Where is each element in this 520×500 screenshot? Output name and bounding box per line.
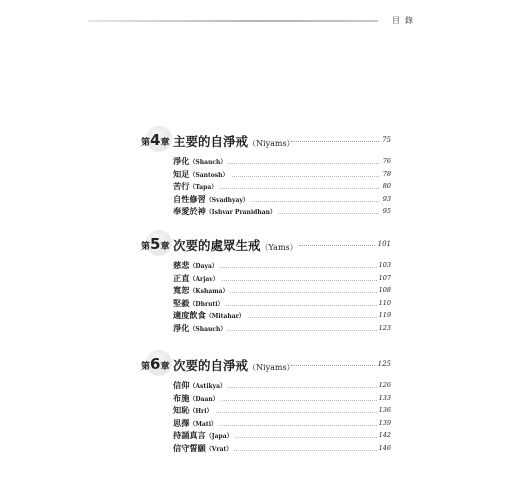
toc-entry[interactable] xyxy=(173,417,391,430)
toc-entry[interactable] xyxy=(173,272,391,285)
chapter-heading[interactable] xyxy=(141,230,391,256)
chapter-title: 主要的自淨戒（Niyams） xyxy=(173,134,295,149)
entry-page: 78 xyxy=(382,169,391,178)
entry-page: 146 xyxy=(378,443,391,452)
toc-entry[interactable] xyxy=(173,309,391,322)
toc-entry[interactable] xyxy=(173,297,391,310)
entry-page: 110 xyxy=(378,298,391,307)
entry-label: 奉愛於神（Ishvar Pranidhan） xyxy=(173,206,276,217)
chapter-badge: 第5章 xyxy=(141,235,170,253)
toc-entry[interactable] xyxy=(173,193,391,206)
toc-entry[interactable] xyxy=(173,259,391,272)
chapter-page: 125 xyxy=(377,360,391,368)
entry-label: 正直（Arjav） xyxy=(173,272,219,283)
entry-page: 126 xyxy=(378,381,391,389)
entry-label: 持誦真言（Japa） xyxy=(173,430,233,441)
entry-list xyxy=(141,379,391,455)
chapter-heading[interactable] xyxy=(141,350,391,376)
entry-page: 123 xyxy=(378,323,391,332)
toc-entry[interactable] xyxy=(173,429,391,442)
toc-entry[interactable] xyxy=(173,404,391,417)
chapter-number: 5 xyxy=(150,235,161,253)
entry-label: 淨化（Shauch） xyxy=(173,322,227,333)
chapter-number: 6 xyxy=(150,355,161,373)
running-head: 目錄 xyxy=(392,16,418,25)
leader-dots xyxy=(299,245,375,246)
toc-entry[interactable] xyxy=(173,205,391,218)
chapter-title-roman: （Yams） xyxy=(260,243,298,252)
chapter-title: 次要的處眾生戒（Yams） xyxy=(173,238,298,253)
toc-entry[interactable] xyxy=(173,180,391,193)
toc-entry[interactable] xyxy=(173,379,391,392)
entry-label: 知恥（Hri） xyxy=(173,405,213,416)
chapter-badge: 第4章 xyxy=(141,131,170,149)
entry-list xyxy=(141,259,391,335)
entry-page: 142 xyxy=(378,431,391,440)
chapter-5 xyxy=(141,230,391,335)
header-rule xyxy=(88,20,378,22)
chapter-page: 101 xyxy=(377,240,391,248)
entry-label: 慈悲（Daya） xyxy=(173,260,218,270)
entry-page: 136 xyxy=(378,406,391,415)
leader-dots xyxy=(291,141,379,142)
chapter-title-roman: （Niyams） xyxy=(248,139,295,148)
entry-label: 知足（Santosh） xyxy=(173,168,229,179)
entry-label: 寬恕（Kshama） xyxy=(173,285,229,296)
entry-page: 119 xyxy=(378,311,391,320)
entry-page: 107 xyxy=(378,273,391,282)
entry-page: 76 xyxy=(382,157,391,165)
chapter-heading[interactable] xyxy=(141,126,391,152)
entry-page: 139 xyxy=(378,418,391,427)
chapter-page: 75 xyxy=(382,136,391,144)
toc-entry[interactable] xyxy=(173,442,391,455)
chapter-4 xyxy=(141,126,391,218)
entry-label: 堅毅（Dhruti） xyxy=(173,297,224,308)
entry-page: 133 xyxy=(378,393,391,402)
leader-dots xyxy=(291,365,375,366)
entry-page: 80 xyxy=(382,182,391,191)
entry-label: 思擇（Mati） xyxy=(173,417,217,428)
entry-label: 信仰（Astikya） xyxy=(173,380,227,390)
entry-page: 93 xyxy=(382,194,391,203)
entry-list xyxy=(141,155,391,218)
chapter-title: 次要的自淨戒（Niyams） xyxy=(173,358,295,373)
entry-page: 95 xyxy=(382,207,391,216)
toc-entry[interactable] xyxy=(173,155,391,168)
chapter-number: 4 xyxy=(150,131,161,149)
toc-entry[interactable] xyxy=(173,322,391,335)
toc-entry[interactable] xyxy=(173,168,391,181)
entry-label: 信守誓願（Vrat） xyxy=(173,442,233,453)
entry-label: 苦行（Tapa） xyxy=(173,181,218,192)
chapter-badge: 第6章 xyxy=(141,355,170,373)
entry-label: 適度飲食（Mitahar） xyxy=(173,310,245,321)
entry-label: 布施（Daan） xyxy=(173,392,219,403)
toc-entry[interactable] xyxy=(173,284,391,297)
entry-page: 103 xyxy=(378,261,391,269)
entry-page: 108 xyxy=(378,286,391,295)
entry-label: 自性修習（Svadhyay） xyxy=(173,193,249,204)
chapter-6 xyxy=(141,350,391,455)
entry-label: 淨化（Shauch） xyxy=(173,156,227,166)
chapter-title-roman: （Niyams） xyxy=(248,363,295,372)
toc-entry[interactable] xyxy=(173,392,391,405)
